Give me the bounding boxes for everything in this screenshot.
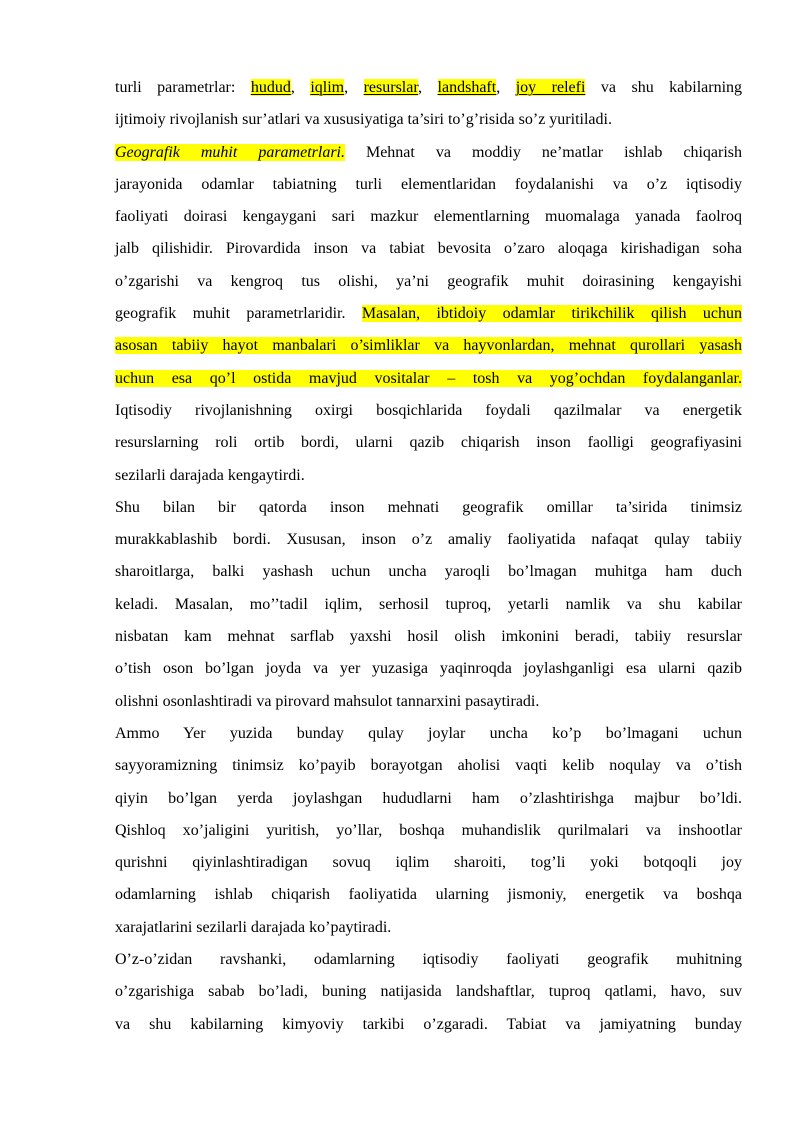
text-line: Ammo Yer yuzida bunday qulay joylar uncha ko’p bo’lmagani uchun xyxy=(115,724,742,742)
text-line: o’zgarishi va kengroq tus olishi, ya’ni geografik muhit doirasining kengayishi xyxy=(115,272,742,290)
document-page xyxy=(115,72,742,1041)
text-span: , xyxy=(496,79,516,96)
text-line: olishni osonlashtiradi va pirovard mahsulot tannarxini pasaytiradi. xyxy=(115,692,540,710)
text-line: odamlarning ishlab chiqarish faoliyatida ularning jismoniy, energetik va boshqa xyxy=(115,886,742,904)
text-line: qurishni qiyinlashtiradigan sovuq iqlim sharoiti, tog’li yoki botqoqli joy xyxy=(115,854,742,872)
text-line: o’zgarishiga sabab bo’ladi, buning natijasida landshaftlar, tuproq qatlami, havo, suv xyxy=(115,983,742,1001)
text-line xyxy=(115,72,742,104)
text-line: va shu kabilarning kimyoviy tarkibi o’zgaradi. Tabiat va jamiyatning bunday xyxy=(115,1015,742,1033)
text-span: , xyxy=(290,79,311,96)
text-line: murakkablashib bordi. Xususan, inson o’z amaliy faoliyatida nafaqat qulay tabiiy xyxy=(115,531,742,549)
text-line: Iqtisodiy rivojlanishning oxirgi bosqichlarida foydali qazilmalar va energetik xyxy=(115,401,742,419)
highlighted-text: Masalan, ibtidoiy odamlar tirikchilik qilish uchun xyxy=(361,305,742,323)
text-line: jarayonida odamlar tabiatning turli elementlaridan foydalanishi va o’z iqtisodiy xyxy=(115,175,742,193)
text-line: sayyoramizning tinimsiz ko’payib borayotgan aholisi vaqti kelib noqulay va o’tish xyxy=(115,757,742,775)
text-line xyxy=(115,298,742,330)
text-line: O’z-o’zidan ravshanki, odamlarning iqtisodiy faoliyati geografik muhitning xyxy=(115,951,742,969)
text-line: sharoitlarga, balki yashash uchun uncha yaroqli bo’lmagan muhitga ham duch xyxy=(115,563,742,581)
text-line xyxy=(115,137,742,169)
highlighted-term: iqlim xyxy=(310,79,345,96)
text-span: va shu kabilarning xyxy=(585,79,743,96)
text-line: nisbatan kam mehnat sarflab yaxshi hosil olish imkonini beradi, tabiiy resurslar xyxy=(115,628,742,646)
highlighted-term: joy relefi xyxy=(515,79,586,96)
text-line: qiyin bo’lgan yerda joylashgan hududlarni ham o’zlashtirishga majbur bo’ldi. xyxy=(115,789,742,807)
highlighted-text: asosan tabiiy hayot manbalari o’simliklar va hayvonlardan, mehnat qurollari yasash xyxy=(115,337,742,355)
highlighted-term: hudud xyxy=(250,79,291,96)
text-line: keladi. Masalan, mo’’tadil iqlim, serhosil tuproq, yetarli namlik va shu kabilar xyxy=(115,595,742,613)
text-span: , xyxy=(344,79,364,96)
text-span: geografik muhit parametrlaridir. xyxy=(115,305,362,323)
text-span: , xyxy=(418,79,438,96)
section-heading: Geografik muhit parametrlari. xyxy=(115,143,345,161)
text-line: ijtimoiy rivojlanish sur’atlari va xususiyatiga ta’siri to’g’risida so’z yuritiladi. xyxy=(115,111,612,129)
text-line: o’tish oson bo’lgan joyda va yer yuzasiga yaqinroqda joylashganligi esa ularni qazib xyxy=(115,660,742,678)
text-line: xarajatlarini sezilarli darajada ko’paytiradi. xyxy=(115,918,392,936)
text-line: resurslarning roli ortib bordi, ularni qazib chiqarish inson faolligi geografiyasini xyxy=(115,434,742,452)
highlighted-term: resurslar xyxy=(363,79,419,96)
text-line: Qishloq xo’jaligini yuritish, yo’llar, boshqa muhandislik qurilmalari va inshootlar xyxy=(115,821,742,839)
highlighted-text: uchun esa qo’l ostida mavjud vositalar – tosh va yog’ochdan foydalanganlar. xyxy=(115,369,742,387)
text-line: jalb qilishidir. Pirovardida inson va tabiat bevosita o’zaro aloqaga kirishadigan soha xyxy=(115,240,742,258)
text-line: sezilarli darajada kengaytirdi. xyxy=(115,466,305,484)
highlighted-term: landshaft xyxy=(437,79,497,96)
text-line xyxy=(115,363,742,395)
text-span: turli parametrlar: xyxy=(115,79,251,96)
text-span: Mehnat va moddiy ne’matlar ishlab chiqarish xyxy=(344,143,742,161)
text-line xyxy=(115,330,742,362)
text-line: Shu bilan bir qatorda inson mehnati geografik omillar ta’sirida tinimsiz xyxy=(115,498,742,516)
text-line: faoliyati doirasi kengaygani sari mazkur elementlarning muomalaga yanada faolroq xyxy=(115,208,742,226)
